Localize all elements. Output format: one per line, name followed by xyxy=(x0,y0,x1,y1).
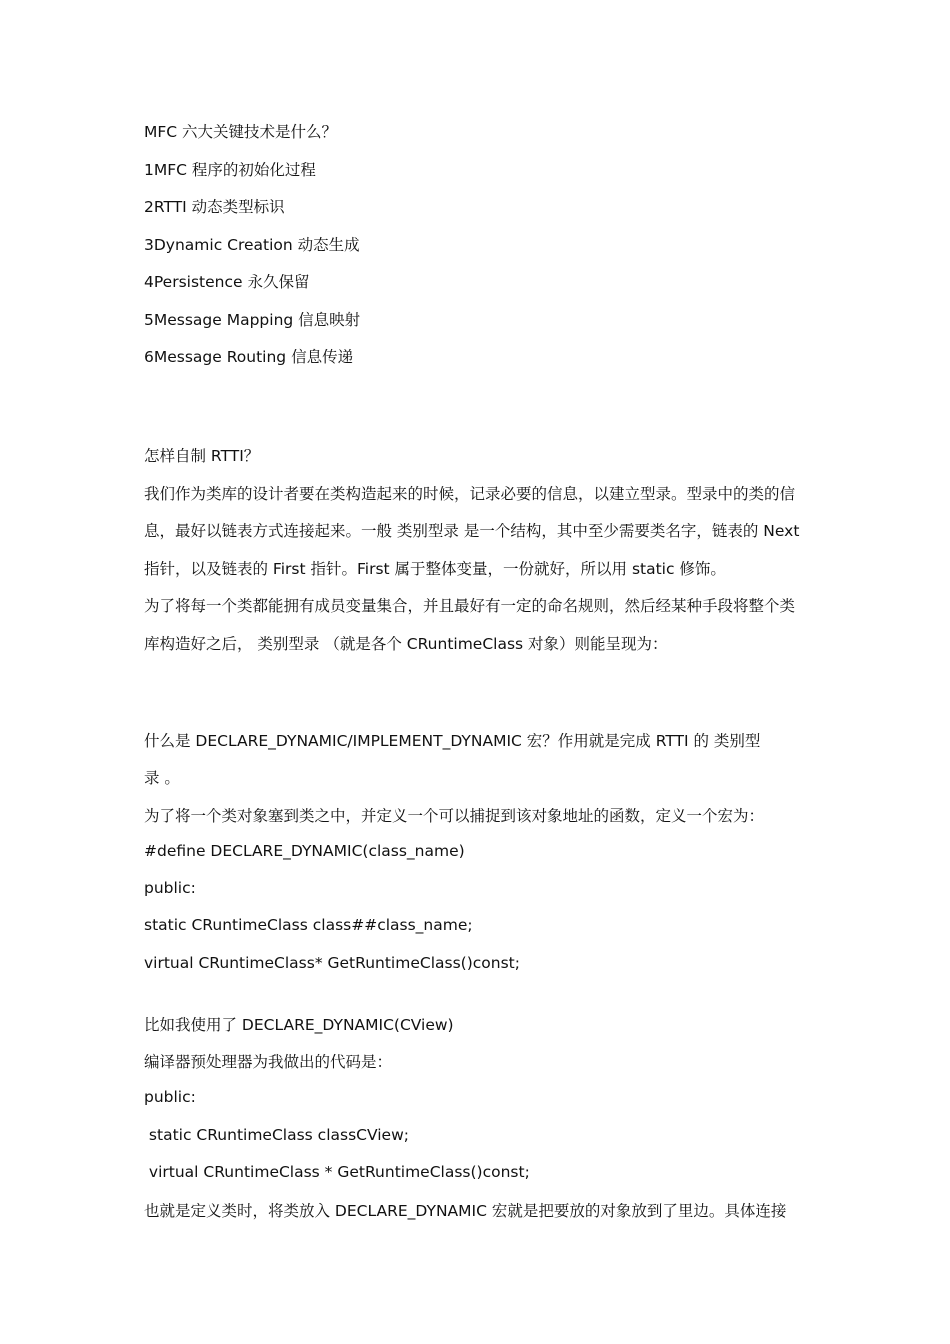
code-line: static CRuntimeClass classCView; xyxy=(144,1126,409,1144)
code-line: #define DECLARE_DYNAMIC(class_name) xyxy=(144,842,465,860)
list-item: 2RTTI 动态类型标识 xyxy=(144,198,285,216)
paragraph-line: 编译器预处理器为我做出的代码是： xyxy=(144,1053,393,1071)
section-title-mfc-key-tech: MFC 六大关键技术是什么？ xyxy=(144,123,338,141)
paragraph-line: 为了将每一个类都能拥有成员变量集合，并且最好有一定的命名规则，然后经某种手段将整个类 xyxy=(144,597,796,615)
paragraph-line: 指针，以及链表的 First 指针。First 属于整体变量，一份就好，所以用 static 修饰。 xyxy=(144,560,726,578)
list-item: 5Message Mapping 信息映射 xyxy=(144,311,361,329)
list-item: 6Message Routing 信息传递 xyxy=(144,348,354,366)
section-question: 录 。 xyxy=(144,769,180,787)
paragraph-line: 息，最好以链表方式连接起来。一般 类别型录 是一个结构，其中至少需要类名字，链表的 Next xyxy=(144,522,800,540)
code-line: virtual CRuntimeClass* GetRuntimeClass()const; xyxy=(144,954,520,972)
paragraph-line: 比如我使用了 DECLARE_DYNAMIC(CView) xyxy=(144,1016,454,1034)
code-line: virtual CRuntimeClass * GetRuntimeClass()const; xyxy=(144,1163,530,1181)
paragraph-line: 库构造好之后， 类别型录 （就是各个 CRuntimeClass 对象）则能呈现为： xyxy=(144,635,668,653)
section-title-rtti: 怎样自制 RTTI？ xyxy=(144,447,260,465)
code-line: public: xyxy=(144,1088,196,1106)
code-line: public: xyxy=(144,879,196,897)
paragraph-line: 为了将一个类对象塞到类之中，并定义一个可以捕捉到该对象地址的函数，定义一个宏为： xyxy=(144,807,765,825)
list-item: 4Persistence 永久保留 xyxy=(144,273,310,291)
section-question: 什么是 DECLARE_DYNAMIC/IMPLEMENT_DYNAMIC 宏？作用就是完成 RTTI 的 类别型 xyxy=(144,732,761,750)
list-item: 1MFC 程序的初始化过程 xyxy=(144,161,316,179)
code-line: static CRuntimeClass class##class_name; xyxy=(144,916,473,934)
paragraph-line: 也就是定义类时，将类放入 DECLARE_DYNAMIC 宏就是把要放的对象放到了里边。具体连接 xyxy=(144,1202,787,1220)
list-item: 3Dynamic Creation 动态生成 xyxy=(144,236,360,254)
paragraph-line: 我们作为类库的设计者要在类构造起来的时候，记录必要的信息，以建立型录。型录中的类的信 xyxy=(144,485,796,503)
